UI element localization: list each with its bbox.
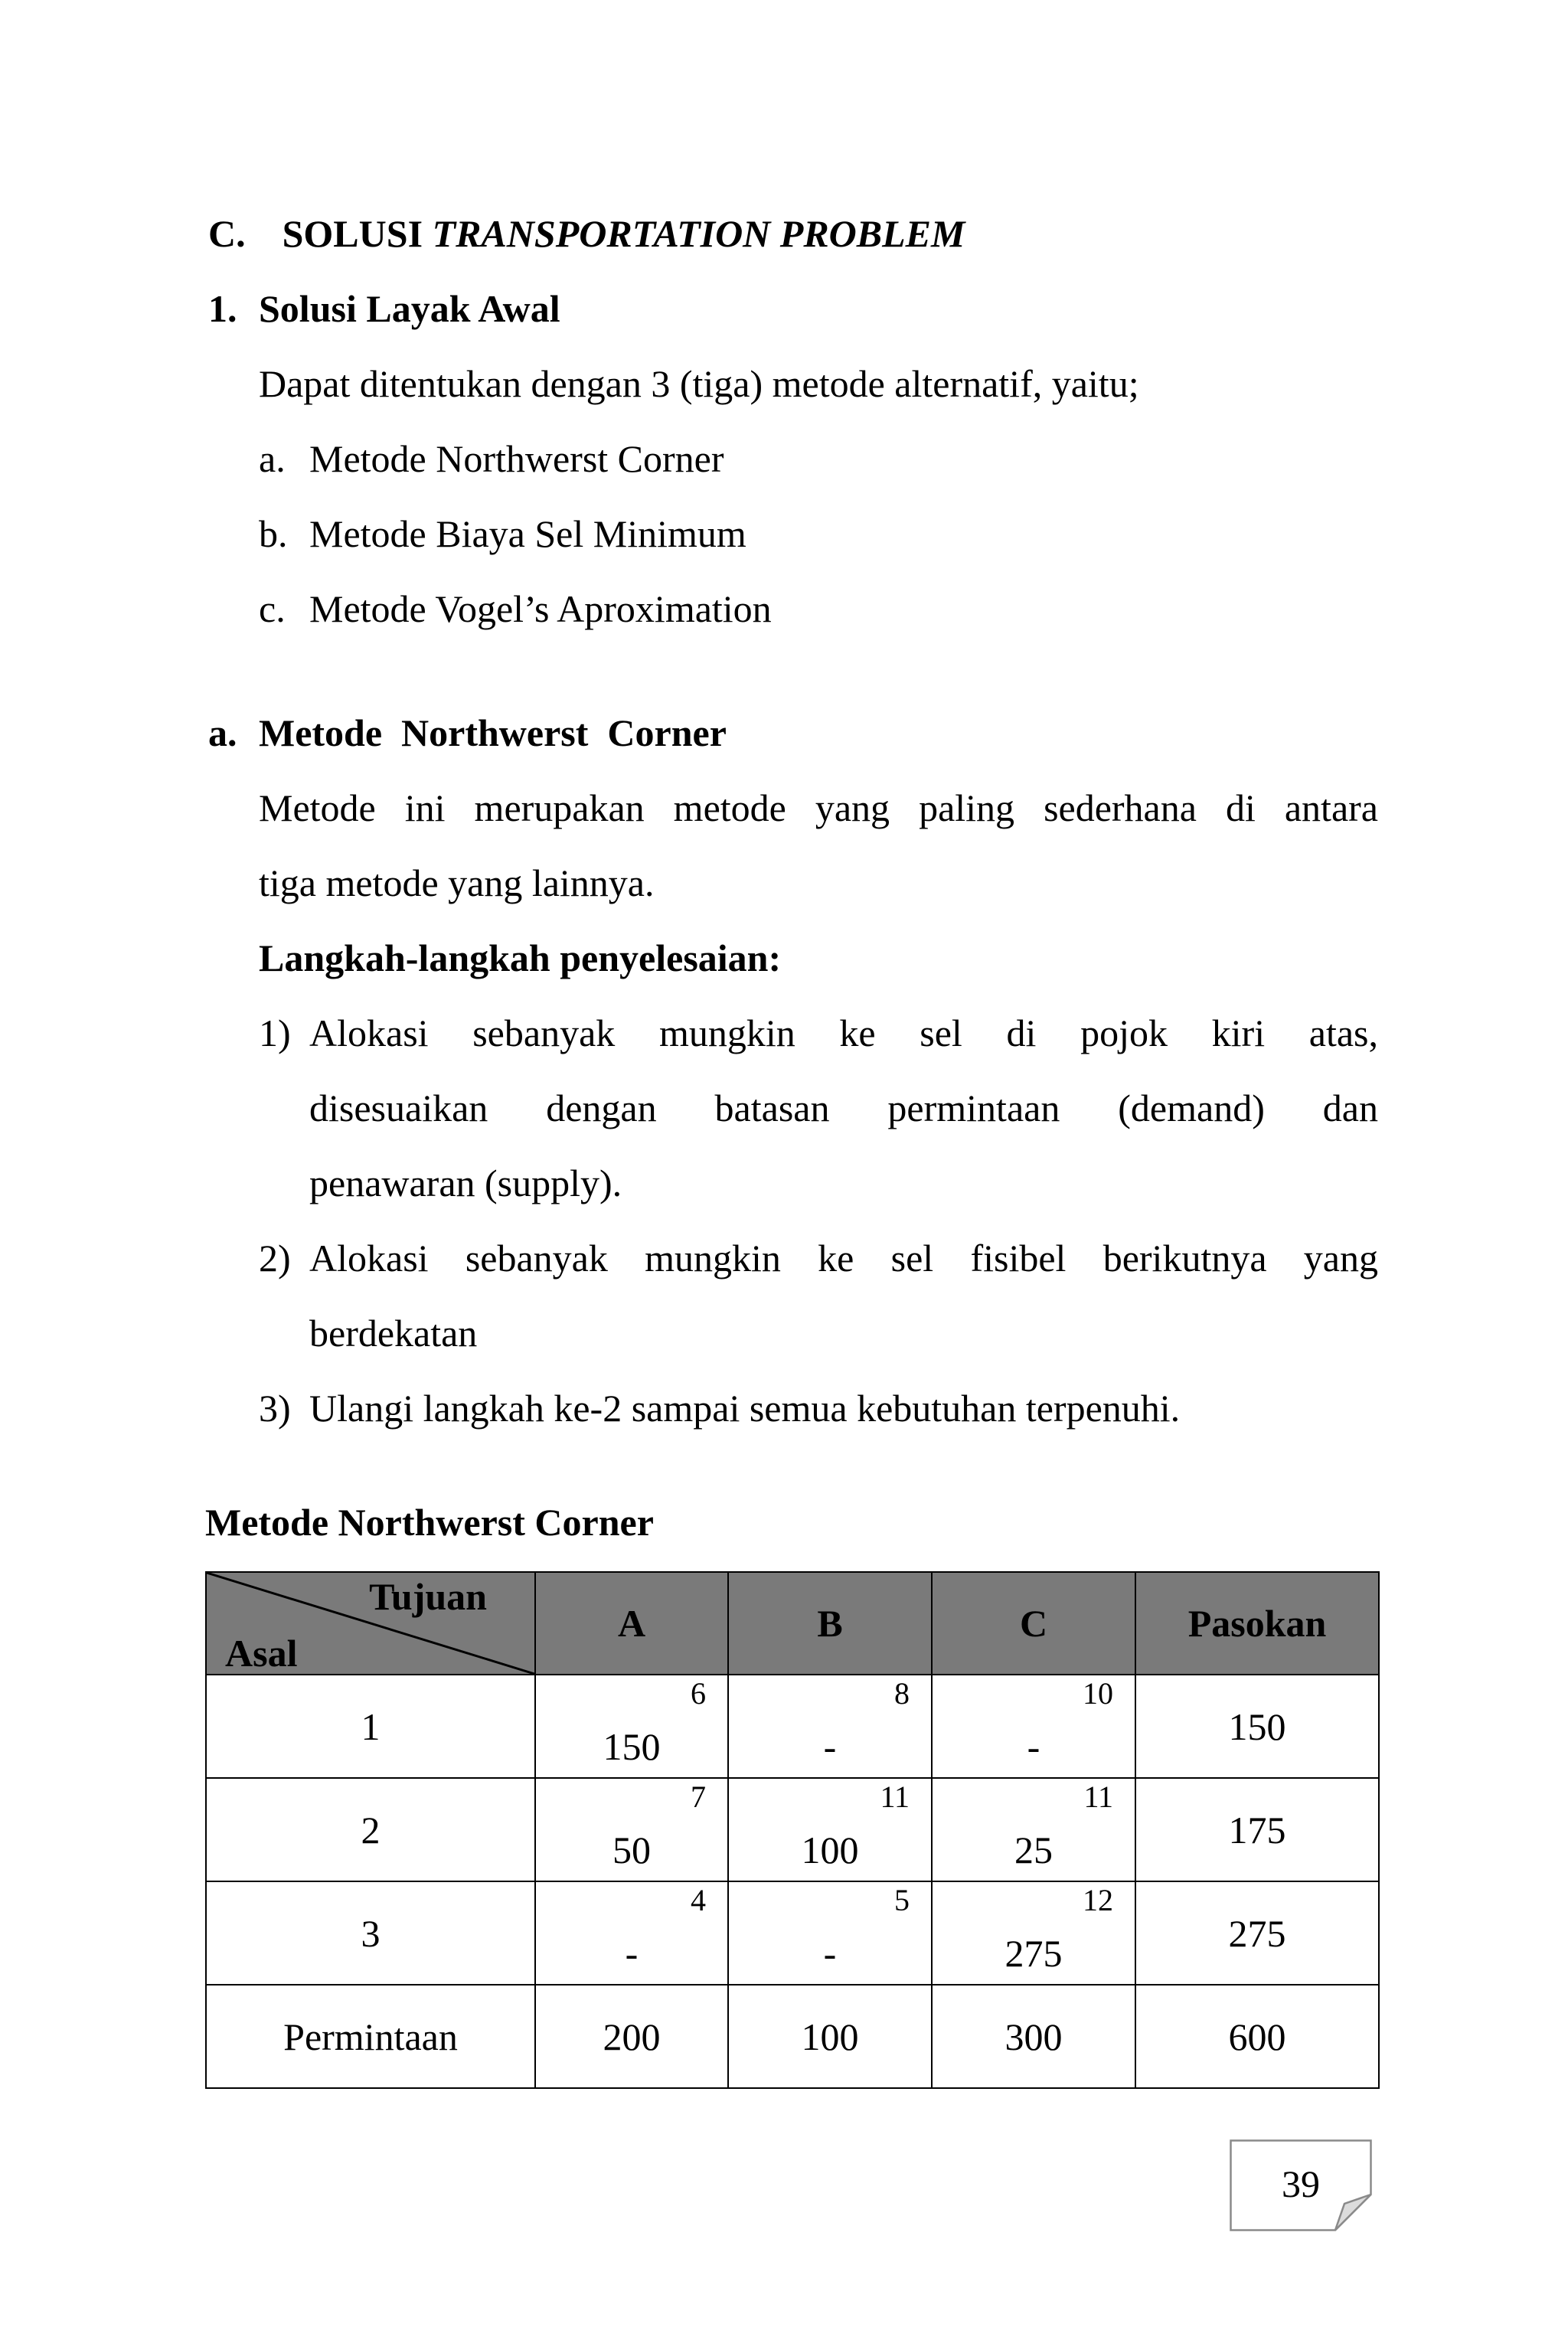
transportation-table — [205, 1571, 1380, 2089]
section-letter: C. — [208, 212, 246, 255]
subsection-1-number: 1. — [208, 287, 237, 330]
row-label: 3 — [206, 1881, 535, 1985]
allocation-cell — [535, 1675, 728, 1778]
step-line: Alokasi sebanyak mungkin ke sel fisibel berikutnya yang — [309, 1237, 1378, 1280]
table-caption: Metode Northwerst Corner — [205, 1501, 654, 1544]
step-line: Ulangi langkah ke-2 sampai semua kebutuhan terpenuhi. — [309, 1387, 1181, 1430]
allocation-cell — [932, 1778, 1135, 1881]
method-list-item: Metode Northwerst Corner — [309, 437, 724, 480]
demand-total: 600 — [1135, 1985, 1379, 2088]
allocation-cell — [728, 1881, 932, 1985]
step-line: penawaran (supply). — [309, 1162, 622, 1204]
section-title-italic: TRANSPORTATION PROBLEM — [432, 212, 965, 255]
table-row — [206, 1881, 1379, 1985]
cost-value: 8 — [894, 1676, 910, 1711]
row-label: 2 — [206, 1778, 535, 1881]
step-line: Alokasi sebanyak mungkin ke sel di pojok kiri atas, — [309, 1012, 1378, 1054]
column-header-supply: Pasokan — [1135, 1572, 1379, 1675]
demand-value: 200 — [535, 1985, 728, 2088]
demand-value: 100 — [728, 1985, 932, 2088]
tujuan-label: Tujuan — [369, 1575, 487, 1618]
allocation-cell — [535, 1881, 728, 1985]
allocation-value: 25 — [1014, 1829, 1053, 1871]
supply-value: 175 — [1135, 1778, 1379, 1881]
step-line: disesuaikan dengan batasan permintaan (demand) dan — [309, 1087, 1378, 1129]
step-line: berdekatan — [309, 1312, 478, 1355]
column-header-a: A — [535, 1572, 728, 1675]
subsection-a-letter: a. — [208, 711, 237, 754]
allocation-value: 275 — [1004, 1932, 1063, 1975]
allocation-cell — [535, 1778, 728, 1881]
method-list-item: Metode Vogel’s Aproximation — [309, 587, 772, 630]
subsection-1-intro: Dapat ditentukan dengan 3 (tiga) metode alternatif, yaitu; — [259, 362, 1139, 405]
method-list-letter: a. — [259, 437, 286, 480]
row-label: 1 — [206, 1675, 535, 1778]
paragraph-line: tiga metode yang lainnya. — [259, 861, 655, 904]
subsection-a-title: Metode Northwerst Corner — [259, 711, 727, 754]
cost-value: 6 — [691, 1676, 706, 1711]
asal-label: Asal — [225, 1632, 298, 1675]
cost-value: 12 — [1083, 1883, 1113, 1917]
allocation-value: - — [823, 1932, 837, 1975]
table-header-row — [206, 1572, 1379, 1675]
corner-header-cell — [206, 1572, 535, 1675]
supply-value: 275 — [1135, 1881, 1379, 1985]
page-number: 39 — [1282, 2162, 1320, 2205]
column-header-c: C — [932, 1572, 1135, 1675]
allocation-cell — [932, 1881, 1135, 1985]
allocation-value: 150 — [603, 1725, 661, 1768]
cost-value: 5 — [894, 1883, 910, 1917]
step-number: 3) — [259, 1387, 291, 1430]
allocation-value: - — [1027, 1725, 1040, 1768]
subsection-1-title: Solusi Layak Awal — [259, 287, 560, 330]
allocation-value: 50 — [612, 1829, 651, 1871]
cost-value: 4 — [691, 1883, 706, 1917]
allocation-cell — [728, 1778, 932, 1881]
demand-label: Permintaan — [206, 1985, 535, 2088]
cost-value: 11 — [880, 1780, 910, 1814]
step-number: 2) — [259, 1237, 291, 1280]
section-title-plain: SOLUSI — [282, 212, 433, 255]
paragraph-line: Metode ini merupakan metode yang paling sederhana di antara — [259, 786, 1378, 829]
allocation-cell — [932, 1675, 1135, 1778]
allocation-value: - — [625, 1932, 639, 1975]
cost-value: 7 — [691, 1780, 706, 1814]
allocation-value: - — [823, 1725, 837, 1768]
demand-row — [206, 1985, 1379, 2088]
section-heading — [208, 211, 965, 257]
method-list-letter: c. — [259, 587, 286, 630]
supply-value: 150 — [1135, 1675, 1379, 1778]
demand-value: 300 — [932, 1985, 1135, 2088]
steps-title: Langkah-langkah penyelesaian: — [259, 936, 782, 979]
cost-value: 11 — [1083, 1780, 1113, 1814]
method-list-item: Metode Biaya Sel Minimum — [309, 512, 746, 555]
table-row — [206, 1778, 1379, 1881]
table-row — [206, 1675, 1379, 1778]
step-number: 1) — [259, 1012, 291, 1054]
cost-value: 10 — [1083, 1676, 1113, 1711]
allocation-value: 100 — [801, 1829, 859, 1871]
allocation-cell — [728, 1675, 932, 1778]
column-header-b: B — [728, 1572, 932, 1675]
method-list-letter: b. — [259, 512, 288, 555]
